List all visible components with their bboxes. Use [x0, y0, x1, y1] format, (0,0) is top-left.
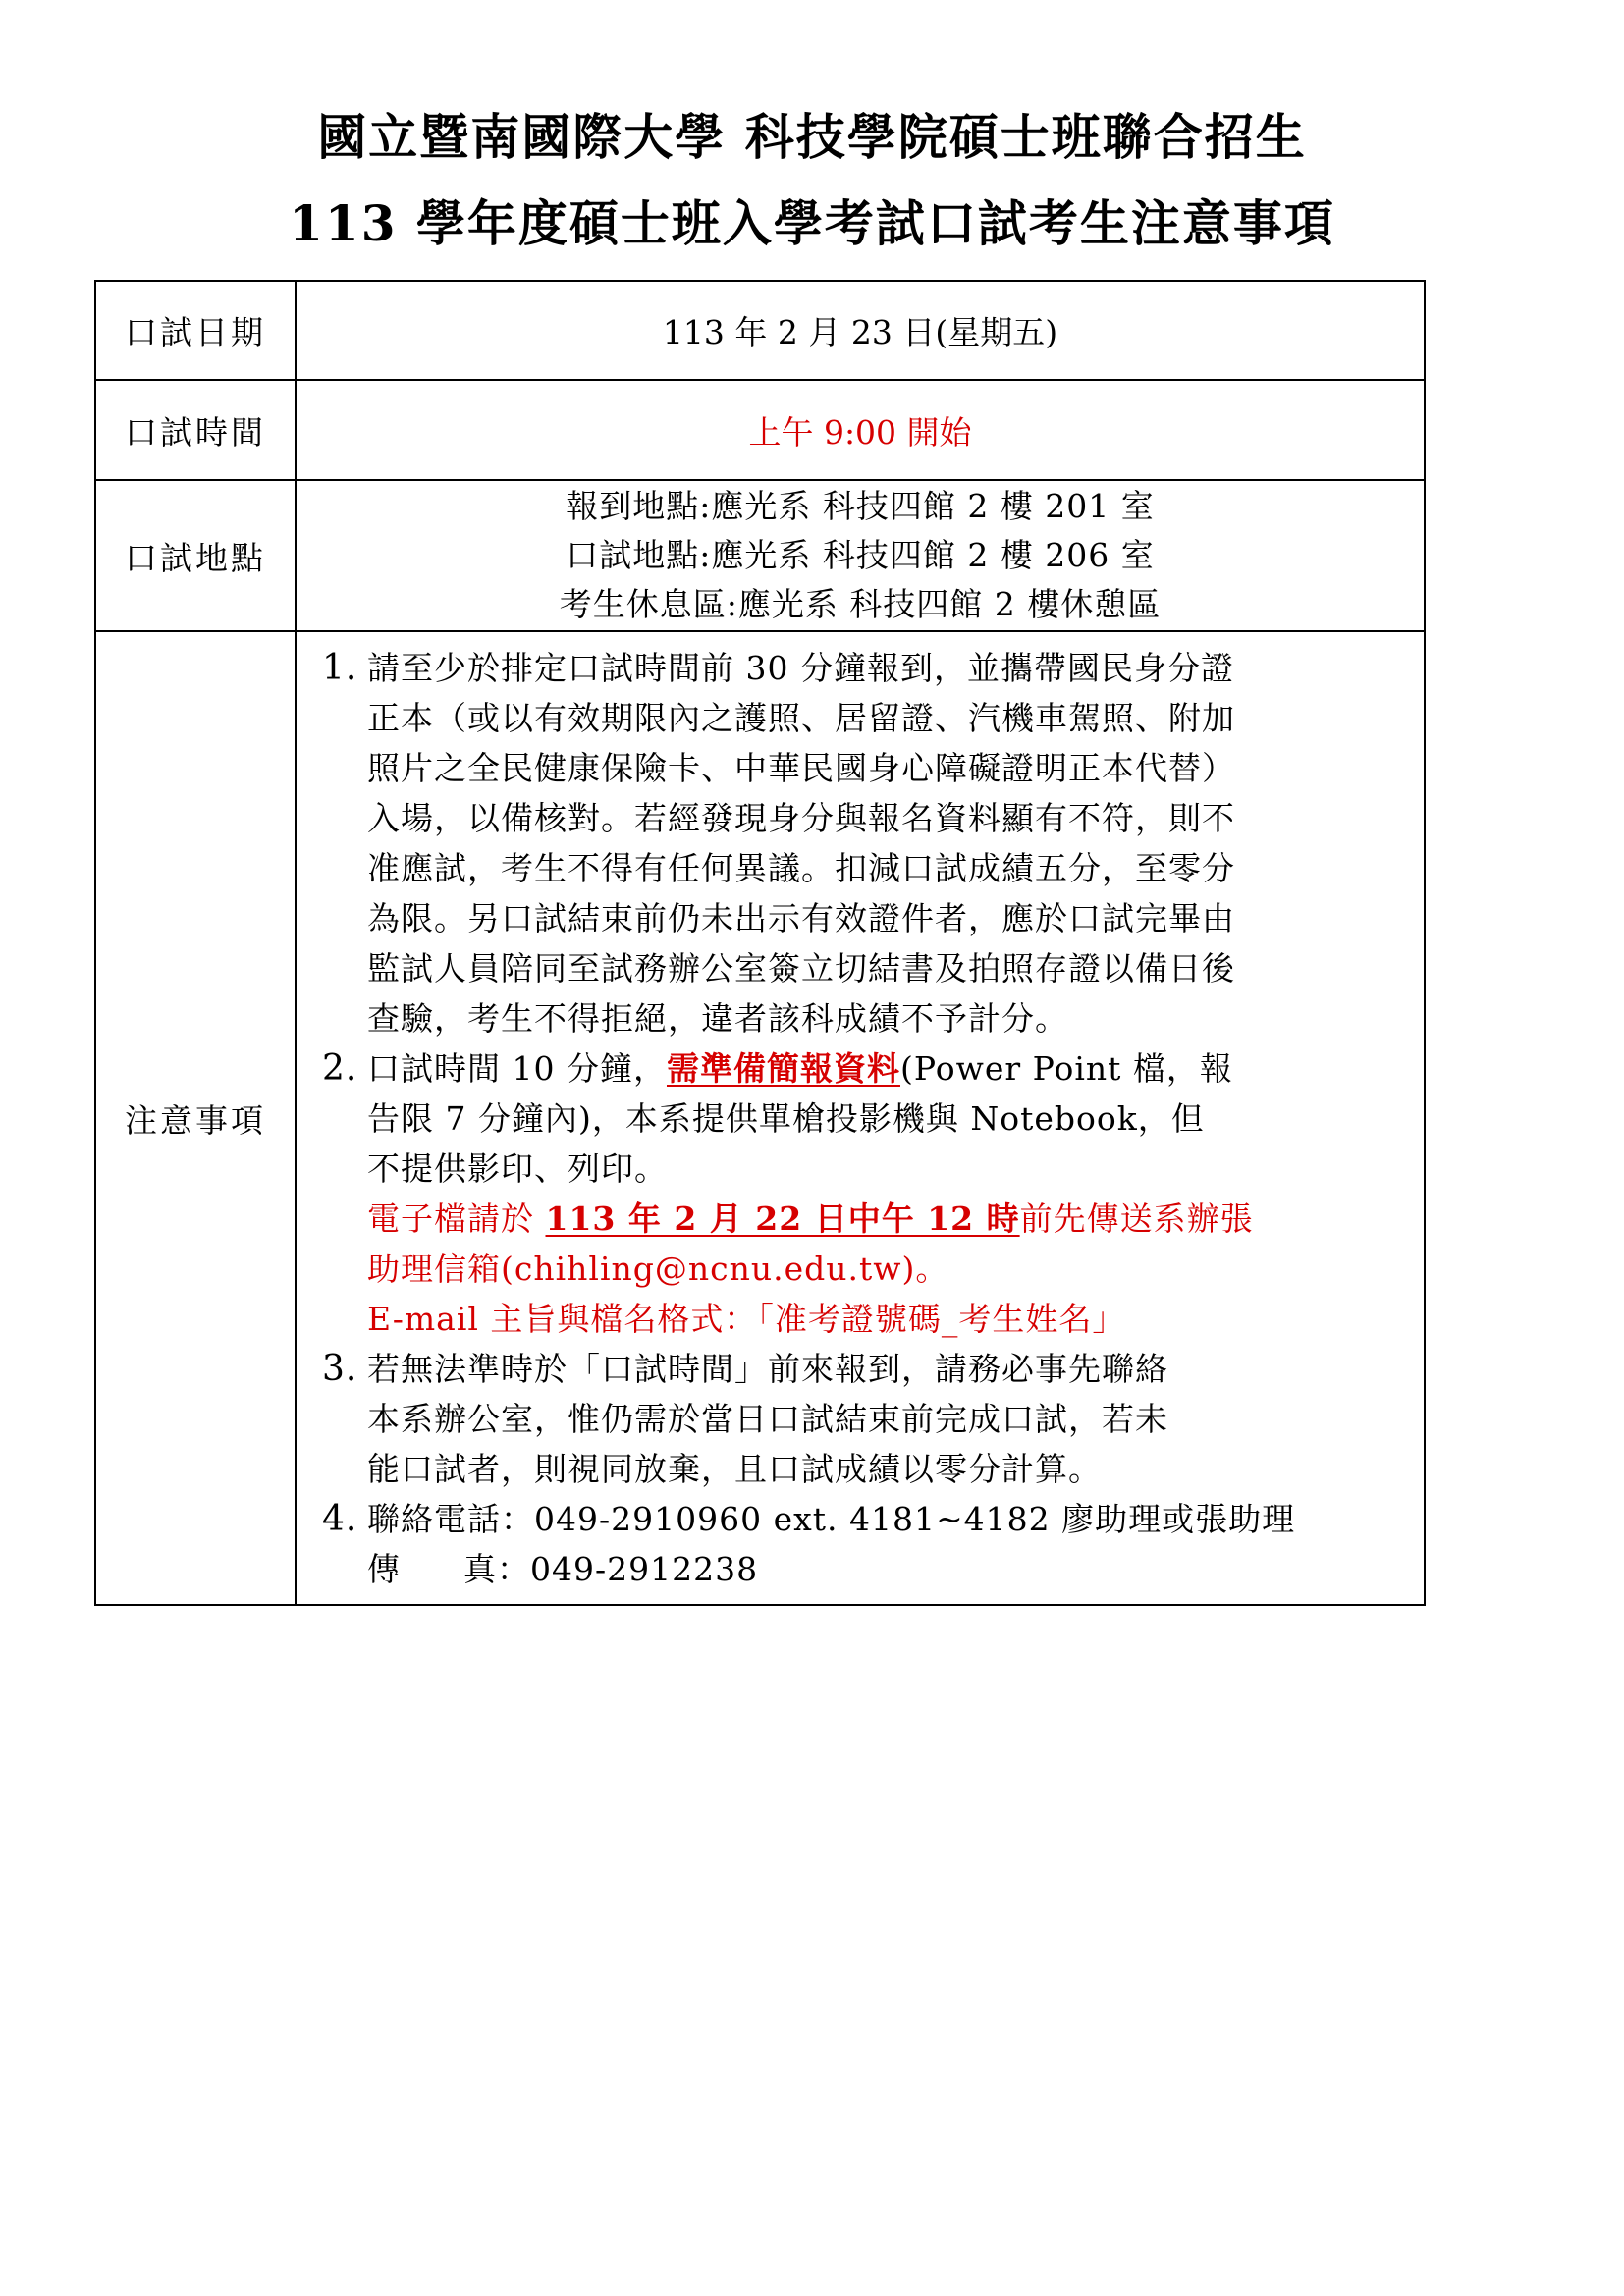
exam-place-value [296, 480, 1425, 631]
submission-deadline-line [367, 1194, 1418, 1244]
exam-time-label: 口試時間 [95, 380, 296, 480]
prepare-slides-emphasis: 需準備簡報資料 [666, 1048, 900, 1088]
email-subject-format-line: E-mail 主旨與檔名格式：「准考證號碼_考生姓名」 [367, 1299, 1126, 1338]
notes-item-1 [322, 643, 1418, 1043]
fax-label-first-char: 傳 [367, 1549, 401, 1588]
notes-line: 入場，以備核對。若經發現身分與報名資料顯有不符，則不 [367, 798, 1235, 837]
notes-item-3 [322, 1344, 1418, 1494]
document-subtitle: 113 學年度碩士班入學考試口試考生注意事項 [289, 194, 1335, 252]
notes-line: 照片之全民健康保險卡、中華民國身心障礙證明正本代替） [367, 748, 1235, 787]
row-exam-time [95, 380, 1425, 480]
notes-line: 本系辦公室，惟仍需於當日口試結束前完成口試，若未 [367, 1399, 1168, 1438]
row-exam-date [95, 281, 1425, 380]
deadline-prefix: 電子檔請於 [367, 1199, 546, 1238]
notes-line: 請至少於排定口試時間前 30 分鐘報到，並攜帶國民身分證 [367, 648, 1234, 687]
item-number: 1. [322, 647, 358, 688]
notice-table [94, 280, 1426, 1606]
notes-line [367, 1043, 1418, 1094]
contact-email-line: 助理信箱(chihling@ncnu.edu.tw)。 [367, 1249, 949, 1288]
fax-label-rest: 真：049-2912238 [463, 1549, 759, 1588]
deadline-suffix: 前先傳送系辦張 [1019, 1199, 1254, 1238]
exam-place-label: 口試地點 [95, 480, 296, 631]
notes-line: 告限 7 分鐘內)，本系提供單槍投影機與 Notebook，但 [367, 1098, 1205, 1138]
notes-line: 不提供影印、列印。 [367, 1148, 668, 1188]
check-in-location: 報到地點:應光系 科技四館 2 樓 201 室 [566, 487, 1155, 525]
notes-line: 為限。另口試結束前仍未出示有效證件者，應於口試完畢由 [367, 898, 1235, 937]
deadline-emphasis: 113 年 2 月 22 日中午 12 時 [545, 1199, 1020, 1238]
interview-location: 口試地點:應光系 科技四館 2 樓 206 室 [566, 536, 1155, 574]
exam-date-value: 113 年 2 月 23 日(星期五) [296, 281, 1425, 380]
slides-format-text: (Power Point 檔，報 [899, 1048, 1233, 1088]
notes-line: 准應試，考生不得有任何異議。扣減口試成績五分，至零分 [367, 848, 1235, 887]
contact-fax [367, 1544, 1418, 1594]
notes-line: 監試人員陪同至試務辦公室簽立切結書及拍照存證以備日後 [367, 948, 1235, 988]
notes-item-4 [322, 1494, 1418, 1594]
row-exam-place [95, 480, 1425, 631]
waiting-area-location: 考生休息區:應光系 科技四館 2 樓休憩區 [559, 585, 1162, 623]
notes-item-2 [322, 1043, 1418, 1344]
item-number: 2. [322, 1047, 358, 1089]
exam-date-label: 口試日期 [95, 281, 296, 380]
exam-time-value: 上午 9:00 開始 [296, 380, 1425, 480]
notes-line: 若無法準時於「口試時間」前來報到，請務必事先聯絡 [367, 1349, 1168, 1388]
notes-line: 查驗，考生不得拒絕，違者該科成績不予計分。 [367, 998, 1068, 1038]
item-number: 3. [322, 1348, 358, 1389]
row-notes [95, 631, 1425, 1605]
contact-phone: 聯絡電話：049-2910960 ext. 4181~4182 廖助理或張助理 [367, 1499, 1296, 1538]
notes-label: 注意事項 [95, 631, 296, 1605]
document-title: 國立暨南國際大學 科技學院碩士班聯合招生 [317, 108, 1307, 166]
presentation-duration-text: 口試時間 10 分鐘， [367, 1048, 667, 1088]
item-number: 4. [322, 1498, 358, 1539]
notes-content [296, 631, 1425, 1605]
notes-line: 能口試者，則視同放棄，且口試成績以零分計算。 [367, 1449, 1102, 1488]
notes-line: 正本（或以有效期限內之護照、居留證、汽機車駕照、附加 [367, 698, 1235, 737]
